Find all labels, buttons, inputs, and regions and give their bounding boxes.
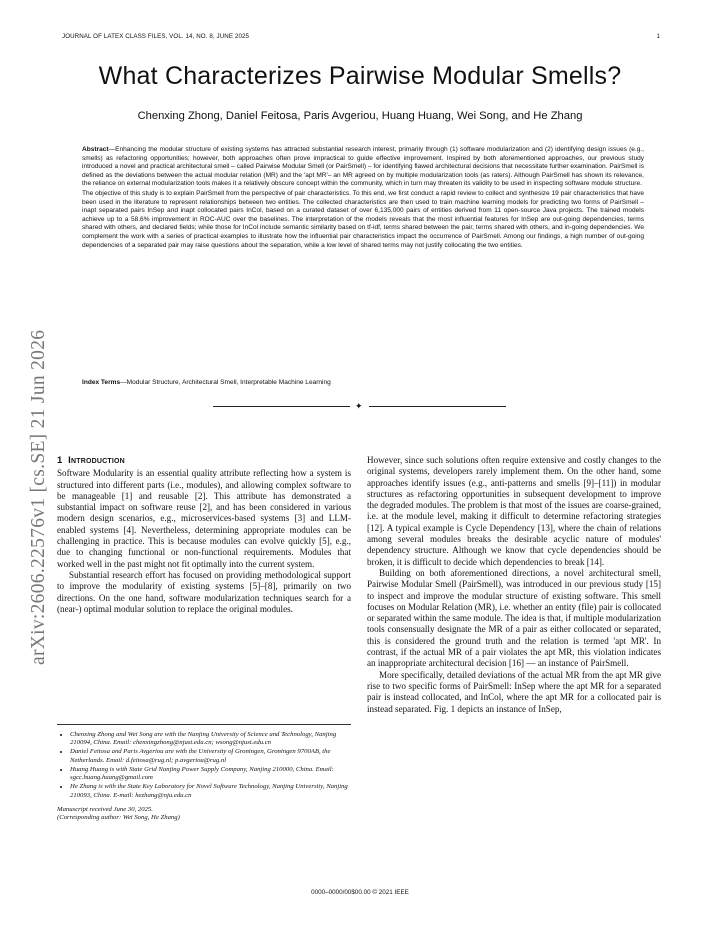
intro-paragraph-3: However, since such solutions often require extensive and costly changes to the original systems, developers rarely implement them. On the other hand, some approaches identify issues (e.g., anti-patterns and smells [9]–[11]) in modular structures as refactoring opportunities in subsequent development to improve the degraded modules. The problem is that most of the issues are coarse-grained, i.e. at the module level, making it difficult to determine refactoring strategies [12]. A typical example is Cycle Dependency [13], where the chain of relations among several modules breaks the desirable acyclic nature of modules' dependency structure. Although we know that cycle dependencies should be broken, it is difficult to decide which dependencies to break [14]. bbox=[367, 455, 661, 567]
diamond-icon: ✦ bbox=[355, 401, 363, 411]
intro-paragraph-5: More specifically, detailed deviations of the actual MR from the apt MR give rise to two specific forms of PairSmell: InSep where the apt MR for a separated pair is instead collocated, and InCol, where the apt MR for a collocated pair is instead separated. Fig. 1 depicts an instance of InSep, bbox=[367, 669, 661, 714]
abstract bbox=[82, 146, 644, 251]
corresponding-author: (Corresponding author: Wei Song, He Zhang) bbox=[57, 814, 180, 822]
copyright-line: 0000–0000/00$00.00 © 2021 IEEE bbox=[311, 889, 409, 896]
section-divider bbox=[213, 403, 506, 411]
intro-paragraph-2: Substantial research effort has focused on providing methodological support to improve the modularity of existing systems [5]–[8], primarily on two directions. On the one hand, software modularization techniques search for a (near-) optimal modular solution to replace the original modules. bbox=[57, 569, 351, 614]
page-number: 1 bbox=[656, 33, 660, 40]
section-number: 1 bbox=[57, 455, 63, 466]
divider-line-left bbox=[213, 406, 350, 407]
section-title: Introduction bbox=[68, 455, 125, 466]
divider-line-right bbox=[369, 406, 506, 407]
abstract-text-1: —Enhancing the modular structure of existing systems has attracted substantial research interest, primarily through (1) software modularization and (2) identifying design issues (e.g., smells) as refactoring opportunities; however, both approaches often prove impractical to guide effective improvement. Inspired by both aforementioned approaches, our previous study introduced a novel and practical architectural smell – called Pairwise Modular Smell (or PairSmell) – for identifying flawed architectural decisions that necessitate further examination. PairSmell is defined as the deviations between the actual modular relation (MR) and the 'apt MR'– an MR agreed on by multiple modularization tools (as raters). Although PairSmell has shown its relevance, the reliance on external modularization tools makes it a relatively obscure concept within the community, which in turn may threaten its validity to be used in inspecting software module structure. bbox=[82, 146, 644, 188]
index-terms-text: —Modular Structure, Architectural Smell, Interpretable Machine Learning bbox=[120, 379, 331, 386]
index-terms-label: Index Terms bbox=[82, 379, 121, 386]
affiliation-item: • Daniel Feitosa and Paris Avgeriou are with the University of Groningen, Groningen 9700AB, the Netherlands. Email: d.feitosa@rug.nl; p.avgeriou@rug.nl bbox=[70, 748, 351, 765]
running-head: JOURNAL OF LATEX CLASS FILES, VOL. 14, NO. 8, JUNE 2025 bbox=[62, 33, 250, 40]
section-heading bbox=[57, 455, 351, 466]
affiliation-item: • Chenxing Zhong and Wei Song are with the Nanjing University of Science and Technology, Nanjing 210094, China. Email: chenxingzhong@njust.edu.cn; wsong@njust.edu.cn bbox=[70, 731, 351, 748]
paper-title: What Characterizes Pairwise Modular Smells? bbox=[98, 62, 622, 90]
abstract-paragraph-2: The objective of this study is to explain PairSmell from the perspective of pair characteristics. To this end, we first conduct a rapid review to collect and synthesize 19 pair characteristics that have been used in the literature to represent relationships between two entities. The collected characteristics are then used to train machine learning models for predicting two forms of PairSmell – inapt separated pairs InSep and inapt collocated pairs InCol, based on a curated dataset of over 6,135,000 pairs of entities derived from 11 open-source Java projects. The trained models achieve up to a 58.6% improvement in ROC-AUC over the baselines. The interpretation of the models reveals that the most influential features for InSep are out-going dependencies, terms shared with others, and declared fields; while those for InCol include semantic similarity based on tf-idf, terms shared between the pair, terms shared with others, and in-going dependencies. We complement the work with a series of practical examples to illustrate how the influential pair characteristics impact the occurrence of PairSmell. Among our findings, a high number of out-going dependencies of a separated pair may raise questions about the separation, while a low level of shared terms may not justify collocating the two entities. bbox=[82, 189, 644, 249]
author-footnotes bbox=[57, 724, 351, 823]
left-column bbox=[57, 455, 351, 615]
right-column bbox=[367, 455, 661, 715]
affiliation-list bbox=[57, 731, 351, 800]
manuscript-note bbox=[57, 806, 351, 823]
affiliation-item: • Huang Huang is with State Grid Nanjing Power Supply Company, Nanjing 210000, China. Email: sgcc.huang.huang@gmail.com bbox=[70, 766, 351, 783]
arxiv-identifier: arXiv:2606.22576v1 [cs.SE] 21 Jun 2026 bbox=[28, 329, 49, 665]
abstract-paragraph-1 bbox=[82, 146, 644, 189]
abstract-label: Abstract bbox=[82, 146, 109, 153]
affiliation-item: • He Zhang is with the State Key Laboratory for Novel Software Technology, Nanjing University, Nanjing 210093, China. E-mail: hezhang@nju.edu.cn bbox=[70, 783, 351, 800]
author-list: Chenxing Zhong, Daniel Feitosa, Paris Avgeriou, Huang Huang, Wei Song, and He Zhang bbox=[137, 110, 583, 122]
footnote-rule bbox=[57, 724, 351, 725]
intro-paragraph-1: Software Modularity is an essential quality attribute reflecting how a system is structured into different parts (i.e., modules), and allowing complex software to be manageable [1] and reusable [2]. This attribute has demonstrated a substantial impact on software reuse [2], and has been considered in various modern design scenarios, e.g., microservices-based systems [3] and LLM-enabled systems [4]. Nevertheless, determining appropriate modules can be challenging in practice. This is because modules can evolve quickly [5], e.g., due to changing functional or non-functional requirements. Modules that worked well in the past might not fit optimally into the current system. bbox=[57, 468, 351, 569]
index-terms bbox=[82, 379, 644, 386]
manuscript-received: Manuscript received June 30, 2025. bbox=[57, 806, 153, 814]
intro-paragraph-4: Building on both aforementioned directions, a novel architectural smell, Pairwise Modular Smell (PairSmell), was introduced in our previous study [15] to inspect and improve the modular structure of existing software. This smell focuses on Modular Relation (MR), i.e. whether an entity (file) pair is collocated or separated within the same module. The idea is that, if multiple modularization tools consensually designate the MR of a pair as either collocated or separated, this is considered the ground truth and the relation is termed 'apt MR'. In contrast, if the actual MR of a pair violates the apt MR, this violation indicates an inappropriate architectural decision [16] — an instance of PairSmell. bbox=[367, 567, 661, 669]
